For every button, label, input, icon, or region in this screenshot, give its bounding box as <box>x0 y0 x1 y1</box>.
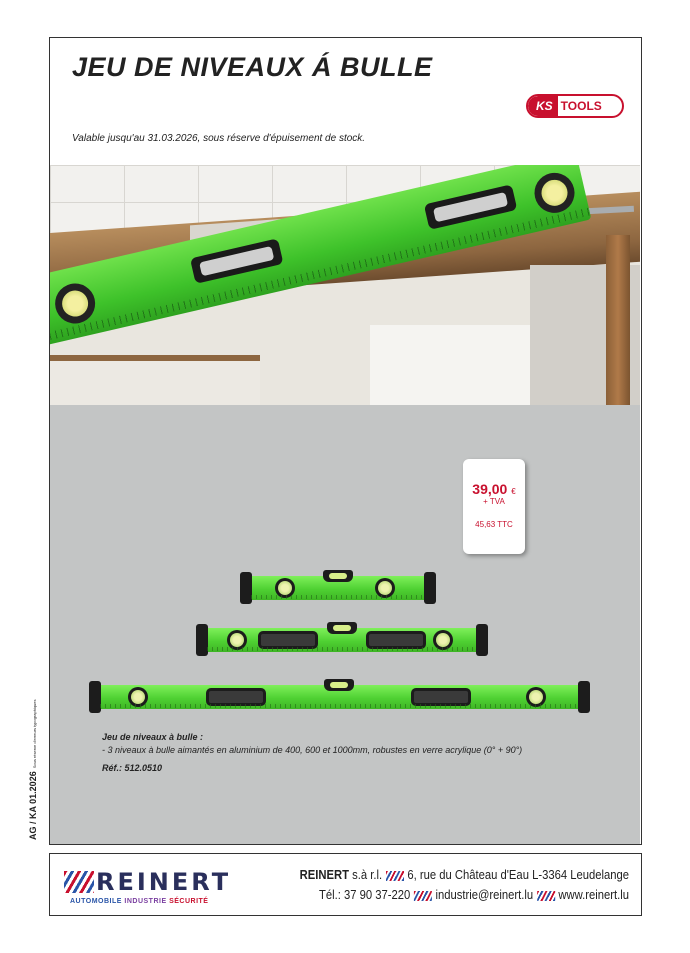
side-code <box>28 699 38 840</box>
division-securite: SÉCURITÉ <box>169 898 209 905</box>
stripes-icon <box>64 871 94 893</box>
end-cap <box>240 572 252 604</box>
footer <box>49 853 642 916</box>
address-line <box>300 865 629 885</box>
wood-post <box>606 235 630 405</box>
top-vial-icon <box>327 622 357 634</box>
end-cap <box>578 681 590 713</box>
separator-icon <box>537 891 555 901</box>
flyer-frame <box>49 37 642 845</box>
cabinet-right <box>370 325 550 405</box>
website-link[interactable]: www.reinert.lu <box>558 888 629 902</box>
level-scale <box>207 647 477 651</box>
bubble-vial-icon <box>531 169 579 217</box>
description-line: - 3 niveaux à bulle aimantés en aluminium de 400, 600 et 1000mm, robustes en verre acrylique (0° + 90°) <box>102 745 523 755</box>
spirit-level-600mm <box>203 628 481 652</box>
handle-grip <box>190 238 284 284</box>
reinert-wordmark: REINERT <box>64 868 231 896</box>
bubble-vial-icon <box>51 280 99 328</box>
separator-icon <box>414 891 432 901</box>
email-link[interactable]: industrie@reinert.lu <box>435 888 534 902</box>
address: 6, rue du Château d'Eau L-3364 Leudelange <box>407 868 629 882</box>
end-cap <box>196 624 208 656</box>
tools-logo-text: TOOLS <box>560 99 602 113</box>
end-cap <box>476 624 488 656</box>
price-amount: 39,00 € <box>472 481 516 497</box>
price-ttc: 45,63 TTC <box>475 520 513 529</box>
kitchen-photo <box>50 165 640 405</box>
product-panel <box>50 405 640 844</box>
phone: Tél.: 37 90 37-220 <box>318 888 411 902</box>
level-scale <box>251 595 425 599</box>
cabinet-left <box>50 355 260 405</box>
ks-logo-mark: KS <box>528 96 558 116</box>
end-cap <box>89 681 101 713</box>
page-title: JEU DE NIVEAUX Á BULLE <box>72 52 433 82</box>
typo-disclaimer: Sous réserve d'erreurs typographiques <box>32 699 37 769</box>
spirit-level-400mm <box>247 576 429 600</box>
catalog-code: AG / KA 01.2026 <box>28 771 38 840</box>
ks-tools-logo <box>526 94 624 118</box>
level-scale <box>100 704 579 708</box>
top-vial-icon <box>323 570 353 582</box>
contact-line <box>300 885 629 905</box>
division-automobile: AUTOMOBILE <box>70 898 122 905</box>
company-suffix: s.à r.l. <box>352 868 383 882</box>
end-cap <box>424 572 436 604</box>
reinert-logo <box>64 868 231 905</box>
price-card <box>463 459 525 554</box>
reinert-divisions <box>64 898 231 905</box>
company-name: REINERT <box>299 868 349 882</box>
contact-block <box>300 865 629 905</box>
division-industrie: INDUSTRIE <box>124 898 167 905</box>
description-title: Jeu de niveaux à bulle : <box>102 732 204 742</box>
handle-grip <box>424 184 518 230</box>
product-reference: Réf.: 512.0510 <box>102 763 163 773</box>
product-description <box>102 731 522 775</box>
spirit-level-1000mm <box>96 685 583 709</box>
validity-note: Valable jusqu'au 31.03.2026, sous réserve d'épuisement de stock. <box>72 133 366 144</box>
price-vat: + TVA <box>483 497 505 506</box>
separator-icon <box>386 871 404 881</box>
top-vial-icon <box>324 679 354 691</box>
